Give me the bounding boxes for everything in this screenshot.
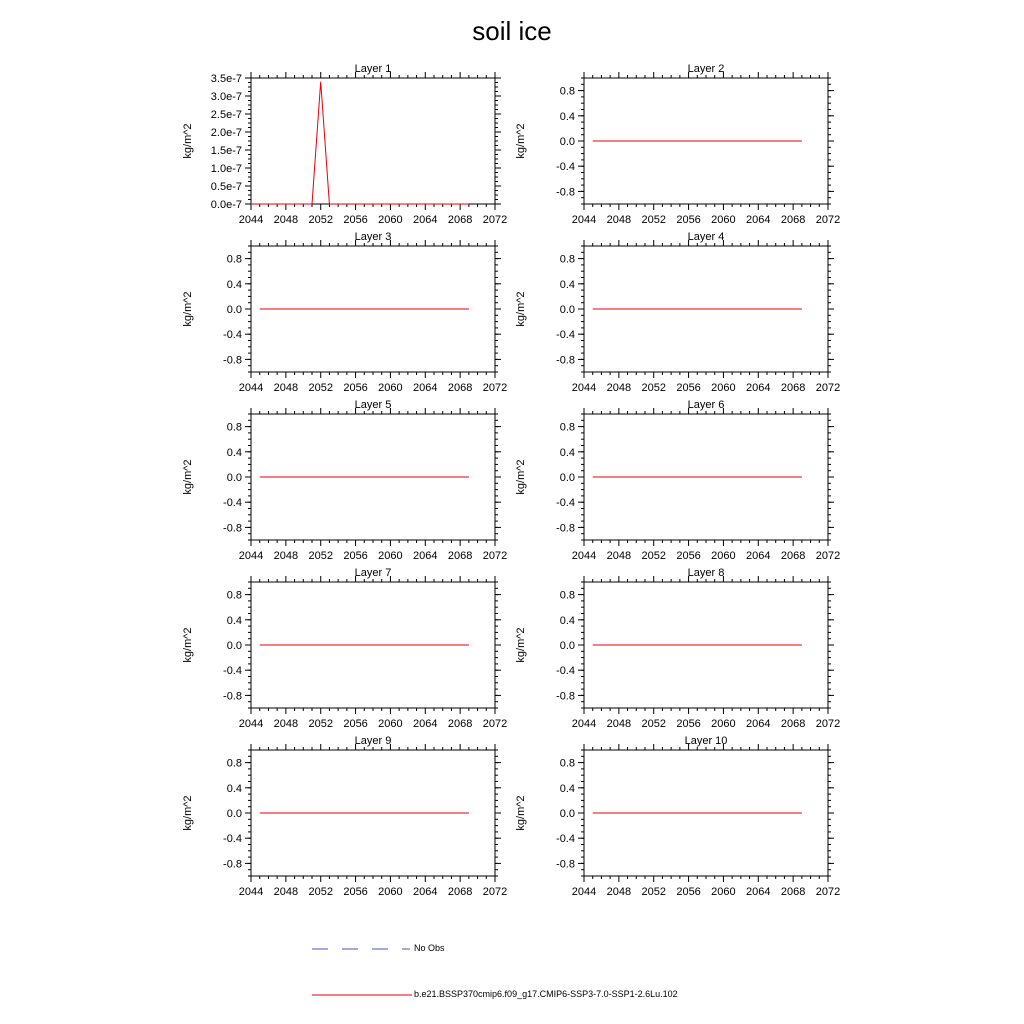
y-tick-label: -0.8	[556, 522, 575, 535]
y-tick-label: 0.8	[226, 421, 242, 434]
x-tick-label: 2064	[413, 886, 438, 898]
x-tick-label: 2068	[447, 214, 473, 226]
y-axis-label: kg/m^2	[515, 459, 527, 495]
y-tick-label: 0.8	[226, 589, 242, 602]
panel-layer-2	[515, 63, 840, 226]
y-tick-label: -0.8	[556, 690, 575, 703]
panel-layer-8	[515, 567, 840, 730]
panel-title: Layer 6	[687, 399, 725, 411]
y-tick-label: 0.4	[226, 446, 242, 459]
panel-layer-1	[182, 63, 507, 226]
x-tick-label: 2060	[711, 214, 736, 226]
x-tick-label: 2056	[343, 886, 368, 898]
x-tick-label: 2064	[413, 550, 438, 562]
y-tick-label: -0.4	[223, 833, 242, 846]
panel-layer-3	[182, 231, 507, 394]
x-tick-label: 2052	[641, 886, 666, 898]
x-tick-label: 2044	[238, 886, 264, 898]
y-tick-label: 0.8	[559, 589, 575, 602]
figure-title: soil ice	[472, 16, 552, 46]
x-tick-label: 2060	[378, 718, 403, 730]
x-tick-label: 2056	[343, 214, 368, 226]
y-tick-label: 0.4	[226, 782, 242, 795]
x-tick-label: 2044	[238, 550, 264, 562]
y-tick-label: 0.8	[559, 421, 575, 434]
x-tick-label: 2072	[815, 886, 841, 898]
y-tick-label: 0.0	[226, 304, 242, 316]
y-tick-label: 0.0	[559, 808, 575, 820]
y-tick-label: -0.8	[223, 354, 242, 367]
y-tick-label: 0.4	[559, 446, 575, 459]
x-tick-label: 2068	[780, 718, 806, 730]
x-tick-label: 2056	[676, 214, 701, 226]
panel-title: Layer 7	[354, 567, 392, 579]
x-tick-label: 2064	[746, 718, 771, 730]
x-tick-label: 2056	[343, 382, 368, 394]
x-tick-label: 2056	[343, 718, 368, 730]
y-tick-label: -0.4	[556, 329, 575, 342]
y-tick-label: -0.8	[223, 690, 242, 703]
x-tick-label: 2064	[413, 718, 438, 730]
y-tick-label: 0.0	[226, 472, 242, 484]
y-tick-label: 0.4	[559, 278, 575, 291]
x-tick-label: 2060	[711, 718, 736, 730]
x-tick-label: 2072	[815, 718, 841, 730]
x-tick-label: 2048	[273, 382, 299, 394]
panel-layer-5	[182, 399, 507, 562]
x-tick-label: 2068	[447, 886, 473, 898]
x-tick-label: 2052	[308, 718, 333, 730]
y-tick-label: 1.0e-7	[210, 163, 242, 175]
x-tick-label: 2060	[711, 382, 736, 394]
y-axis-label: kg/m^2	[515, 627, 527, 663]
x-tick-label: 2064	[746, 214, 771, 226]
y-tick-label: -0.4	[556, 497, 575, 510]
x-tick-label: 2072	[482, 718, 508, 730]
legend-obs-swatch	[312, 940, 412, 958]
x-tick-label: 2044	[571, 886, 597, 898]
y-axis-label: kg/m^2	[515, 123, 527, 159]
x-tick-label: 2048	[273, 550, 299, 562]
x-tick-label: 2060	[378, 886, 403, 898]
x-tick-label: 2072	[815, 382, 841, 394]
x-tick-label: 2044	[571, 382, 597, 394]
x-tick-label: 2048	[273, 718, 299, 730]
y-tick-label: 0.0	[559, 136, 575, 148]
x-tick-label: 2052	[308, 214, 333, 226]
x-tick-label: 2068	[447, 718, 473, 730]
y-tick-label: -0.8	[556, 186, 575, 199]
x-tick-label: 2072	[482, 382, 508, 394]
x-tick-label: 2052	[641, 550, 666, 562]
x-tick-label: 2064	[413, 382, 438, 394]
y-tick-label: 0.4	[226, 278, 242, 291]
x-tick-label: 2068	[780, 886, 806, 898]
legend-obs	[312, 940, 512, 958]
y-tick-label: 2.5e-7	[210, 109, 242, 121]
x-tick-label: 2048	[606, 550, 632, 562]
x-tick-label: 2048	[273, 886, 299, 898]
x-tick-label: 2068	[447, 382, 473, 394]
y-tick-label: 0.8	[559, 85, 575, 98]
y-tick-label: 0.8	[559, 757, 575, 770]
y-tick-label: 0.4	[226, 614, 242, 627]
y-tick-label: -0.4	[556, 161, 575, 174]
y-axis-label: kg/m^2	[515, 291, 527, 327]
x-tick-label: 2072	[815, 550, 841, 562]
panel-title: Layer 1	[354, 63, 392, 75]
x-tick-label: 2048	[606, 718, 632, 730]
x-tick-label: 2064	[413, 214, 438, 226]
x-tick-label: 2068	[780, 382, 806, 394]
x-tick-label: 2052	[641, 382, 666, 394]
x-tick-label: 2072	[482, 550, 508, 562]
x-tick-label: 2064	[746, 382, 771, 394]
y-tick-label: 3.0e-7	[210, 91, 242, 103]
x-tick-label: 2048	[606, 382, 632, 394]
x-tick-label: 2052	[641, 718, 666, 730]
x-tick-label: 2072	[482, 214, 508, 226]
panel-layer-4	[515, 231, 840, 394]
y-tick-label: 0.0	[226, 808, 242, 820]
y-tick-label: 0.0e-7	[210, 199, 242, 211]
y-axis-label: kg/m^2	[182, 459, 194, 495]
x-tick-label: 2068	[780, 214, 806, 226]
x-tick-label: 2048	[273, 214, 299, 226]
x-tick-label: 2044	[238, 382, 264, 394]
x-tick-label: 2052	[308, 382, 333, 394]
y-tick-label: 0.8	[559, 253, 575, 266]
panel-title: Layer 4	[687, 231, 725, 243]
y-tick-label: -0.4	[556, 833, 575, 846]
y-tick-label: -0.4	[223, 665, 242, 678]
y-tick-label: -0.8	[556, 354, 575, 367]
y-axis-label: kg/m^2	[515, 795, 527, 831]
y-tick-label: 0.4	[559, 782, 575, 795]
x-tick-label: 2068	[780, 550, 806, 562]
y-tick-label: -0.4	[223, 329, 242, 342]
x-tick-label: 2044	[571, 550, 597, 562]
x-tick-label: 2072	[482, 886, 508, 898]
x-tick-label: 2052	[308, 550, 333, 562]
panel-layer-7	[182, 567, 507, 730]
y-tick-label: 0.4	[559, 110, 575, 123]
y-tick-label: 0.0	[559, 472, 575, 484]
x-tick-label: 2044	[571, 718, 597, 730]
panel-title: Layer 5	[354, 399, 392, 411]
y-axis-label: kg/m^2	[182, 123, 194, 159]
plot-frame	[251, 78, 495, 204]
y-tick-label: -0.8	[556, 858, 575, 871]
y-tick-label: -0.4	[223, 497, 242, 510]
x-tick-label: 2052	[641, 214, 666, 226]
x-tick-label: 2044	[238, 718, 264, 730]
y-tick-label: 0.0	[559, 640, 575, 652]
panel-layer-9	[182, 735, 507, 898]
y-axis-label: kg/m^2	[182, 627, 194, 663]
x-tick-label: 2072	[815, 214, 841, 226]
panel-title: Layer 8	[687, 567, 725, 579]
y-tick-label: 0.0	[559, 304, 575, 316]
y-tick-label: 2.0e-7	[210, 127, 242, 139]
x-tick-label: 2056	[676, 886, 701, 898]
panel-layer-10	[515, 735, 840, 898]
legend-model-label: b.e21.BSSP370cmip6.f09_g17.CMIP6-SSP3-7.0-SSP1-2.6Lu.102	[414, 989, 678, 999]
panel-title: Layer 2	[687, 63, 725, 75]
x-tick-label: 2060	[378, 550, 403, 562]
x-tick-label: 2064	[746, 550, 771, 562]
x-tick-label: 2060	[378, 382, 403, 394]
panel-layer-6	[515, 399, 840, 562]
x-tick-label: 2048	[606, 886, 632, 898]
y-tick-label: 0.0	[226, 640, 242, 652]
legend-model-swatch	[312, 986, 414, 1004]
series-line	[251, 82, 469, 204]
x-tick-label: 2060	[711, 550, 736, 562]
x-tick-label: 2060	[711, 886, 736, 898]
x-tick-label: 2068	[447, 550, 473, 562]
legend-model	[312, 986, 812, 1004]
x-tick-label: 2060	[378, 214, 403, 226]
y-tick-label: 0.8	[226, 253, 242, 266]
x-tick-label: 2048	[606, 214, 632, 226]
y-tick-label: -0.8	[223, 858, 242, 871]
y-axis-label: kg/m^2	[182, 291, 194, 327]
x-tick-label: 2056	[676, 382, 701, 394]
legend-obs-label: No Obs	[414, 943, 445, 953]
y-tick-label: 0.4	[559, 614, 575, 627]
x-tick-label: 2044	[571, 214, 597, 226]
x-tick-label: 2044	[238, 214, 264, 226]
x-tick-label: 2064	[746, 886, 771, 898]
y-tick-label: -0.4	[556, 665, 575, 678]
x-tick-label: 2052	[308, 886, 333, 898]
y-tick-label: 0.5e-7	[210, 181, 242, 193]
x-tick-label: 2056	[343, 550, 368, 562]
panel-title: Layer 9	[354, 735, 392, 747]
y-tick-label: -0.8	[223, 522, 242, 535]
panel-title: Layer 3	[354, 231, 392, 243]
panel-title: Layer 10	[684, 735, 728, 747]
x-tick-label: 2056	[676, 550, 701, 562]
y-tick-label: 0.8	[226, 757, 242, 770]
y-tick-label: 1.5e-7	[210, 145, 242, 157]
x-tick-label: 2056	[676, 718, 701, 730]
y-tick-label: 3.5e-7	[210, 73, 242, 85]
y-axis-label: kg/m^2	[182, 795, 194, 831]
